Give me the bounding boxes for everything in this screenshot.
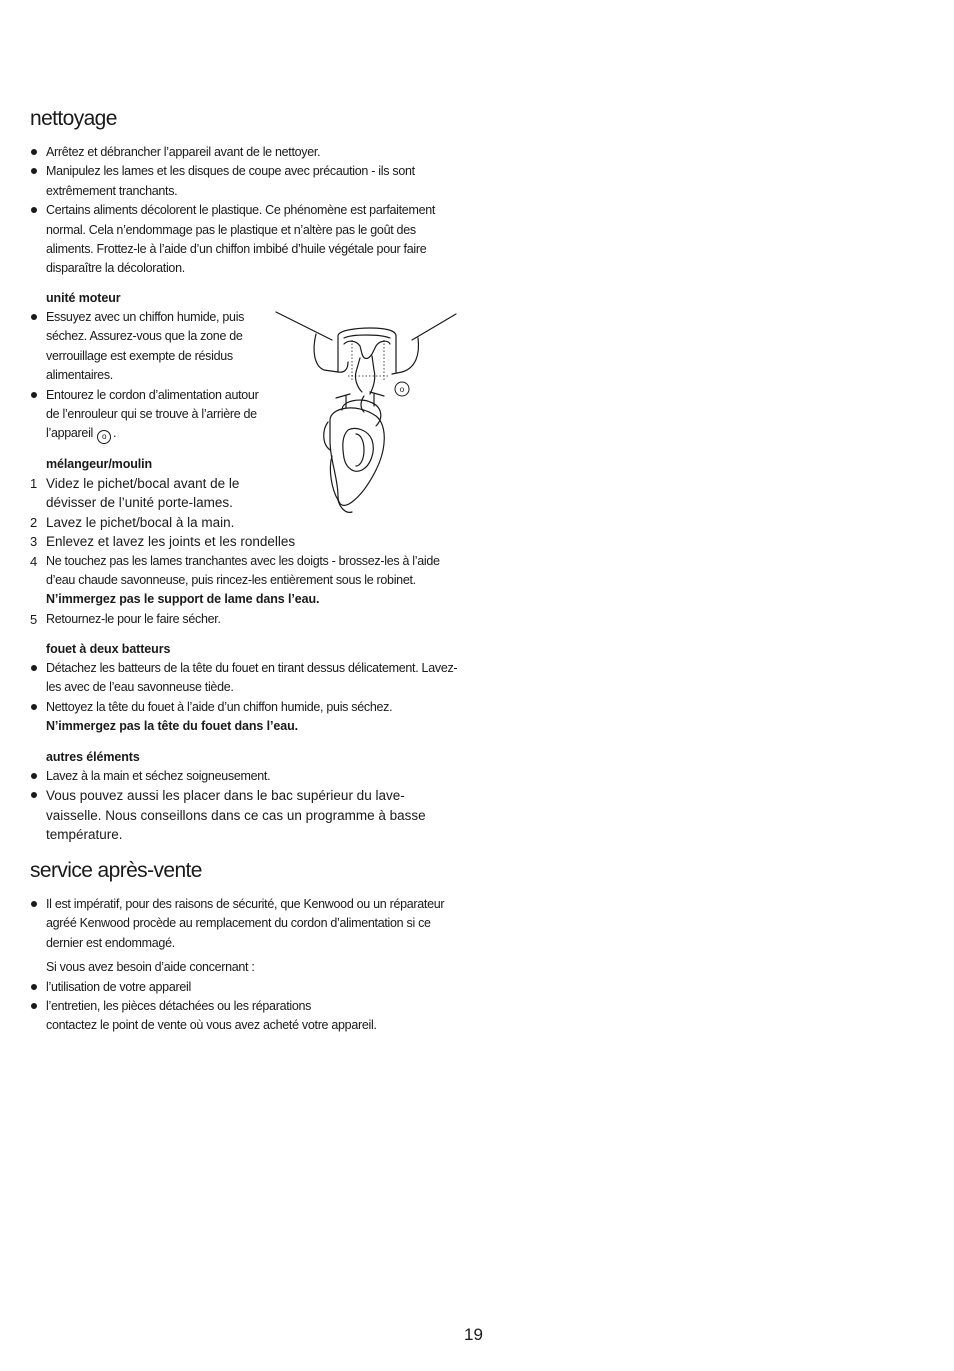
cleaning-intro-list [30, 143, 460, 279]
list-item: Essuyez avec un chiffon humide, puis séchez. Assurez-vous que la zone de verrouillage est exempte de résidus alimentaires. [30, 308, 270, 386]
page-number: 19 [464, 1325, 483, 1344]
list-item: Arrêtez et débrancher l’appareil avant de le nettoyer. [30, 143, 460, 162]
list-item: Nettoyez la tête du fouet à l’aide d’un chiffon humide, puis séchez. [30, 698, 460, 717]
bullet-icon [31, 901, 37, 907]
list-item: Certains aliments décolorent le plastique. Ce phénomène est parfaitement normal. Cela n’endommage pas le plastique et n’altère pas le goût des aliments. Frottez-le à l’aide d’un chiffon imbibé d’huile végétale pour faire disparaître la décoloration. [30, 201, 460, 279]
bullet-icon [31, 207, 37, 213]
subheading-blender: mélangeur/moulin [46, 457, 153, 471]
help-intro: Si vous avez besoin d’aide concernant : [46, 960, 255, 975]
section-title-cleaning: nettoyage [30, 107, 117, 130]
list-item: Vous pouvez aussi les placer dans le bac supérieur du lave-vaisselle. Nous conseillons dans ce cas un programme à basse température. [30, 786, 460, 844]
subheading-other-parts: autres éléments [46, 750, 140, 764]
bullet-icon [31, 773, 37, 779]
list-item: Entourez le cordon d’alimentation autour de l’enrouleur qui se trouve à l’arrière de l’appareil o . [30, 386, 270, 445]
list-item: Détachez les batteurs de la tête du fouet en tirant dessus délicatement. Lavez-les avec de l’eau savonneuse tiède. [30, 659, 460, 698]
list-item: Lavez à la main et séchez soigneusement. [30, 767, 460, 786]
service-section [30, 895, 460, 1036]
section-title-service: service après-vente [30, 859, 202, 882]
contact-text: contactez le point de vente où vous avez acheté votre appareil. [46, 1018, 377, 1033]
cord-storage-symbol-icon: o [97, 430, 111, 444]
bullet-icon [31, 984, 37, 990]
list-item: 5 Retournez-le pour le faire sécher. [30, 611, 221, 627]
subheading-motor-unit: unité moteur [46, 291, 121, 305]
bullet-icon [31, 149, 37, 155]
list-item: 1 Videz le pichet/bocal avant de le dévisser de l’unité porte-lames. [30, 476, 240, 511]
other-parts-section [30, 748, 460, 845]
list-item: Manipulez les lames et les disques de coupe avec précaution - ils sont extrêmement tranchants. [30, 162, 460, 201]
list-item: 4 Ne touchez pas les lames tranchantes avec les doigts - brossez-les à l’aide d’eau chaude savonneuse, puis rincez-les entièrement sous le robinet. N’immergez pas le support de lame dans l’eau. [30, 553, 440, 607]
bullet-icon [31, 1003, 37, 1009]
list-item: l’entretien, les pièces détachées ou les réparations [30, 997, 460, 1016]
motor-unit-section [30, 289, 270, 444]
bullet-icon [31, 168, 37, 174]
bullet-icon [31, 792, 37, 798]
bullet-icon [31, 392, 37, 398]
bullet-icon [31, 704, 37, 710]
cord-wrap-illustration [272, 310, 460, 515]
list-item: 2 Lavez le pichet/bocal à la main. [30, 514, 235, 530]
bullet-icon [31, 314, 37, 320]
list-item: l’utilisation de votre appareil [30, 978, 460, 997]
bullet-icon [31, 665, 37, 671]
warning-text: N’immergez pas le support de lame dans l’eau. [46, 592, 320, 607]
warning-text: N’immergez pas la tête du fouet dans l’eau. [46, 719, 299, 734]
list-item: 3 Enlevez et lavez les joints et les rondelles [30, 534, 296, 550]
whisk-section [30, 640, 460, 737]
subheading-whisk: fouet à deux batteurs [46, 642, 171, 656]
figure-symbol-label: o [399, 385, 405, 394]
list-item: Il est impératif, pour des raisons de sécurité, que Kenwood ou un réparateur agréé Kenwood procède au remplacement du cordon d’alimentation si ce dernier est endommagé. [30, 895, 460, 953]
